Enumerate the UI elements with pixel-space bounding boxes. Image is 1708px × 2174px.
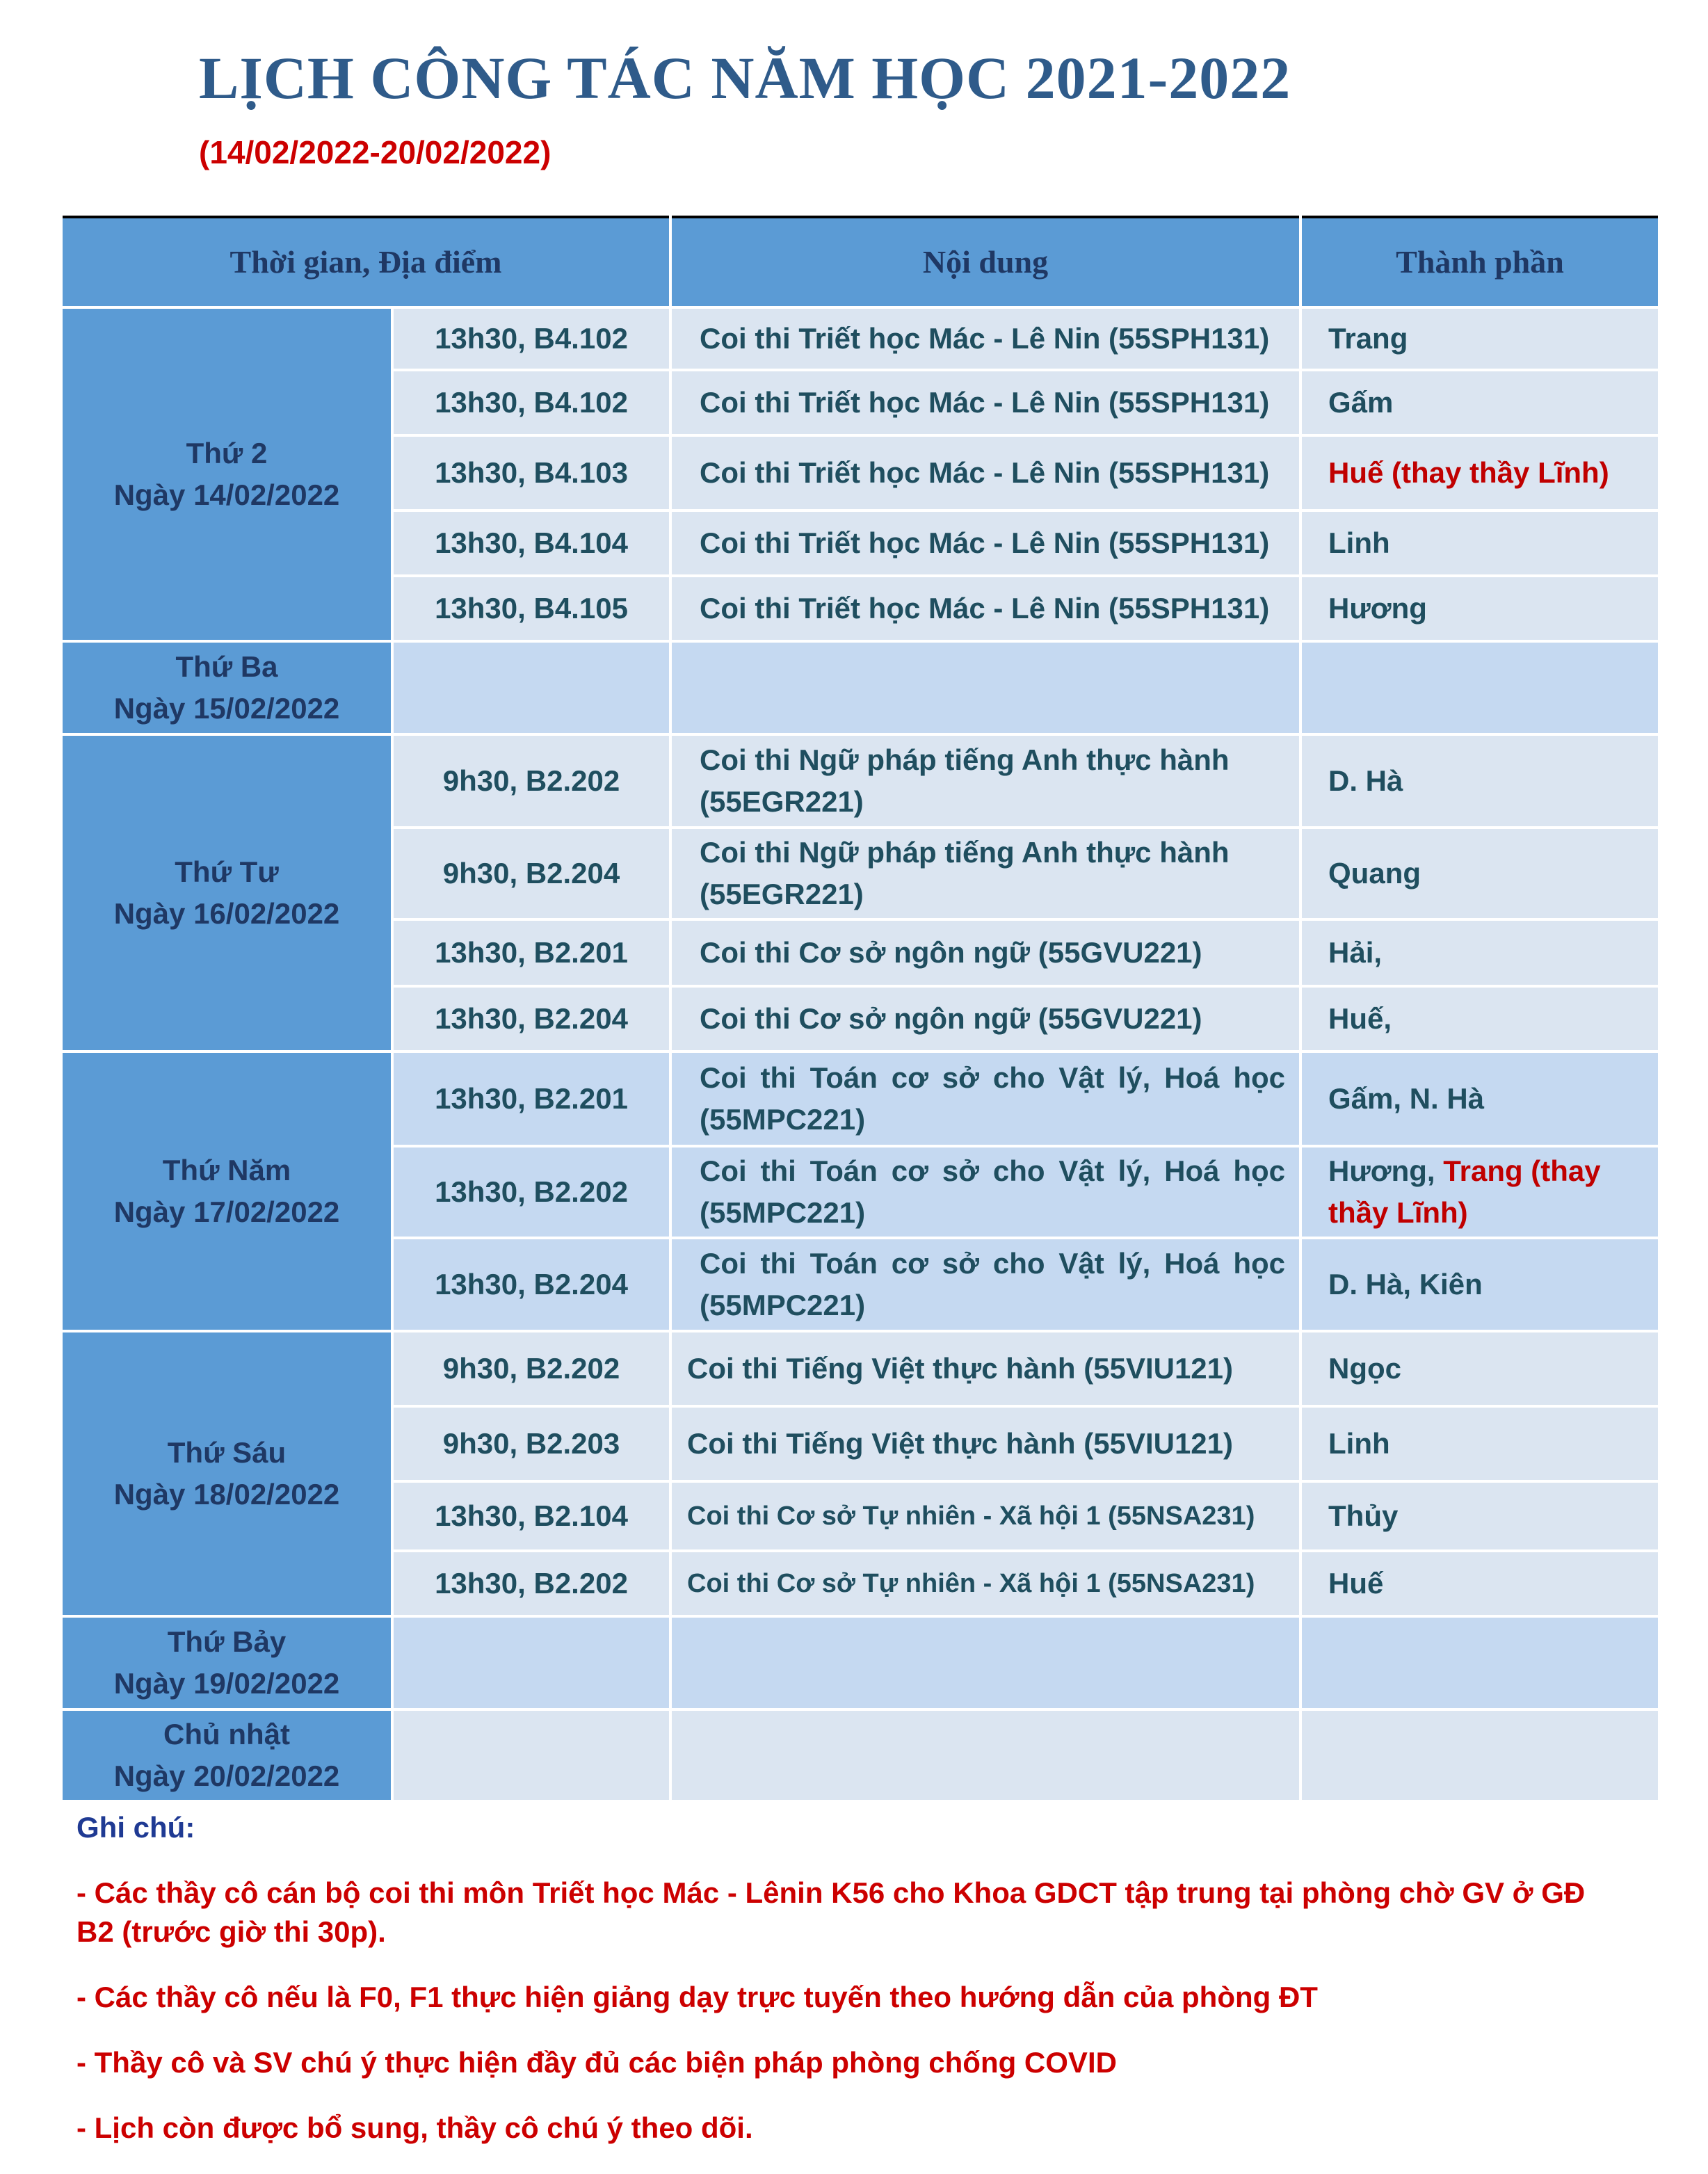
time-place-cell: 13h30, B2.204 [392,986,670,1052]
members-cell: Huế [1300,1551,1659,1616]
content-cell: Coi thi Triết học Mác - Lê Nin (55SPH131) [670,576,1300,641]
note-item: - Lịch còn được bổ sung, thầy cô chú ý theo dõi. [76,2111,753,2144]
day-cell [61,1331,392,1616]
table-row [61,307,1659,370]
schedule-table [60,216,1661,1803]
day-name: Thứ Bảy [167,1625,287,1658]
day-name: Thứ Năm [162,1154,291,1186]
time-place-cell: 9h30, B2.204 [392,828,670,919]
members-cell [1300,1616,1659,1709]
content-cell: Coi thi Triết học Mác - Lê Nin (55SPH131) [670,435,1300,510]
content-cell: Coi thi Triết học Mác - Lê Nin (55SPH131) [670,370,1300,435]
content-cell: Coi thi Triết học Mác - Lê Nin (55SPH131) [670,307,1300,370]
day-date: Ngày 15/02/2022 [113,692,340,725]
day-cell [61,1052,392,1331]
day-cell [61,734,392,1052]
note-item: - Thầy cô và SV chú ý thực hiện đầy đủ các biện pháp phòng chống COVID [76,2046,1117,2079]
content-cell: Coi thi Ngữ pháp tiếng Anh thực hành (55EGR221) [670,828,1300,919]
day-date: Ngày 14/02/2022 [113,478,340,511]
day-date: Ngày 19/02/2022 [113,1667,340,1700]
content-cell: Coi thi Tiếng Việt thực hành (55VIU121) [670,1331,1300,1406]
day-date: Ngày 20/02/2022 [113,1760,340,1792]
day-date: Ngày 16/02/2022 [113,897,340,930]
time-place-cell: 13h30, B4.102 [392,307,670,370]
time-place-cell: 9h30, B2.202 [392,1331,670,1406]
content-cell [670,1709,1300,1801]
day-cell [61,1616,392,1709]
members-cell [1300,641,1659,734]
day-name: Thứ 2 [186,437,268,469]
day-cell [61,1709,392,1801]
time-place-cell: 13h30, B4.105 [392,576,670,641]
content-cell: Coi thi Cơ sở Tự nhiên - Xã hội 1 (55NSA231) [670,1481,1300,1551]
day-name: Thứ Sáu [167,1436,287,1469]
content-cell: Coi thi Toán cơ sở cho Vật lý, Hoá học (55MPC221) [670,1146,1300,1238]
time-place-cell: 13h30, B2.204 [392,1238,670,1331]
notes-section [76,1811,1606,2174]
header-time-place: Thời gian, Địa điểm [61,217,670,307]
day-date: Ngày 17/02/2022 [113,1195,340,1228]
time-place-cell: 13h30, B2.201 [392,1052,670,1146]
time-place-cell [392,1616,670,1709]
day-name: Chủ nhật [163,1718,290,1750]
members-cell: Huế, [1300,986,1659,1052]
members-cell: Hương [1300,576,1659,641]
time-place-cell: 13h30, B2.202 [392,1146,670,1238]
time-place-cell [392,1709,670,1801]
date-range: (14/02/2022-20/02/2022) [199,134,551,170]
note-item: - Các thầy cô cán bộ coi thi môn Triết học Mác - Lênin K56 cho Khoa GDCT tập trung tại phòng chờ GV ở GĐ B2 (trước giờ thi 30p). [76,1876,1586,1948]
time-place-cell: 13h30, B4.102 [392,370,670,435]
members-cell: Gấm [1300,370,1659,435]
time-place-cell: 9h30, B2.203 [392,1406,670,1481]
day-cell [61,641,392,734]
members-cell: Thủy [1300,1481,1659,1551]
members-cell: Quang [1300,828,1659,919]
members-cell: Huế (thay thầy Lĩnh) [1300,435,1659,510]
content-cell: Coi thi Tiếng Việt thực hành (55VIU121) [670,1406,1300,1481]
members-cell: Hải, [1300,919,1659,986]
table-row [61,641,1659,734]
time-place-cell: 13h30, B2.202 [392,1551,670,1616]
members-cell: D. Hà, Kiên [1300,1238,1659,1331]
time-place-cell: 13h30, B4.103 [392,435,670,510]
table-row [61,1709,1659,1801]
header-members: Thành phần [1300,217,1659,307]
table-row [61,1331,1659,1406]
members-cell: Linh [1300,1406,1659,1481]
time-place-cell: 13h30, B2.104 [392,1481,670,1551]
time-place-cell: 9h30, B2.202 [392,734,670,828]
content-cell: Coi thi Cơ sở ngôn ngữ (55GVU221) [670,986,1300,1052]
content-cell [670,641,1300,734]
members-cell: D. Hà [1300,734,1659,828]
content-cell: Coi thi Toán cơ sở cho Vật lý, Hoá học (55MPC221) [670,1052,1300,1146]
members-cell: Trang [1300,307,1659,370]
table-header-row [61,217,1659,307]
content-cell: Coi thi Cơ sở Tự nhiên - Xã hội 1 (55NSA231) [670,1551,1300,1616]
time-place-cell: 13h30, B2.201 [392,919,670,986]
table-row [61,1616,1659,1709]
table-row [61,1052,1659,1146]
content-cell: Coi thi Toán cơ sở cho Vật lý, Hoá học (55MPC221) [670,1238,1300,1331]
members-cell: Gấm, N. Hà [1300,1052,1659,1146]
content-cell: Coi thi Cơ sở ngôn ngữ (55GVU221) [670,919,1300,986]
day-name: Thứ Tư [175,855,279,888]
members-cell: Hương, Trang (thay thầy Lĩnh) [1300,1146,1659,1238]
members-cell [1300,1709,1659,1801]
page-title: LỊCH CÔNG TÁC NĂM HỌC 2021-2022 [199,45,1291,111]
table-row [61,734,1659,828]
time-place-cell [392,641,670,734]
time-place-cell: 13h30, B4.104 [392,510,670,576]
day-cell [61,307,392,641]
content-cell: Coi thi Triết học Mác - Lê Nin (55SPH131) [670,510,1300,576]
notes-heading: Ghi chú: [76,1811,195,1844]
content-cell: Coi thi Ngữ pháp tiếng Anh thực hành (55EGR221) [670,734,1300,828]
note-item: - Các thầy cô nếu là F0, F1 thực hiện giảng dạy trực tuyến theo hướng dẫn của phòng ĐT [76,1981,1318,2013]
header-content: Nội dung [670,217,1300,307]
day-name: Thứ Ba [175,650,278,683]
content-cell [670,1616,1300,1709]
day-date: Ngày 18/02/2022 [113,1478,340,1511]
members-cell: Ngọc [1300,1331,1659,1406]
members-cell: Linh [1300,510,1659,576]
